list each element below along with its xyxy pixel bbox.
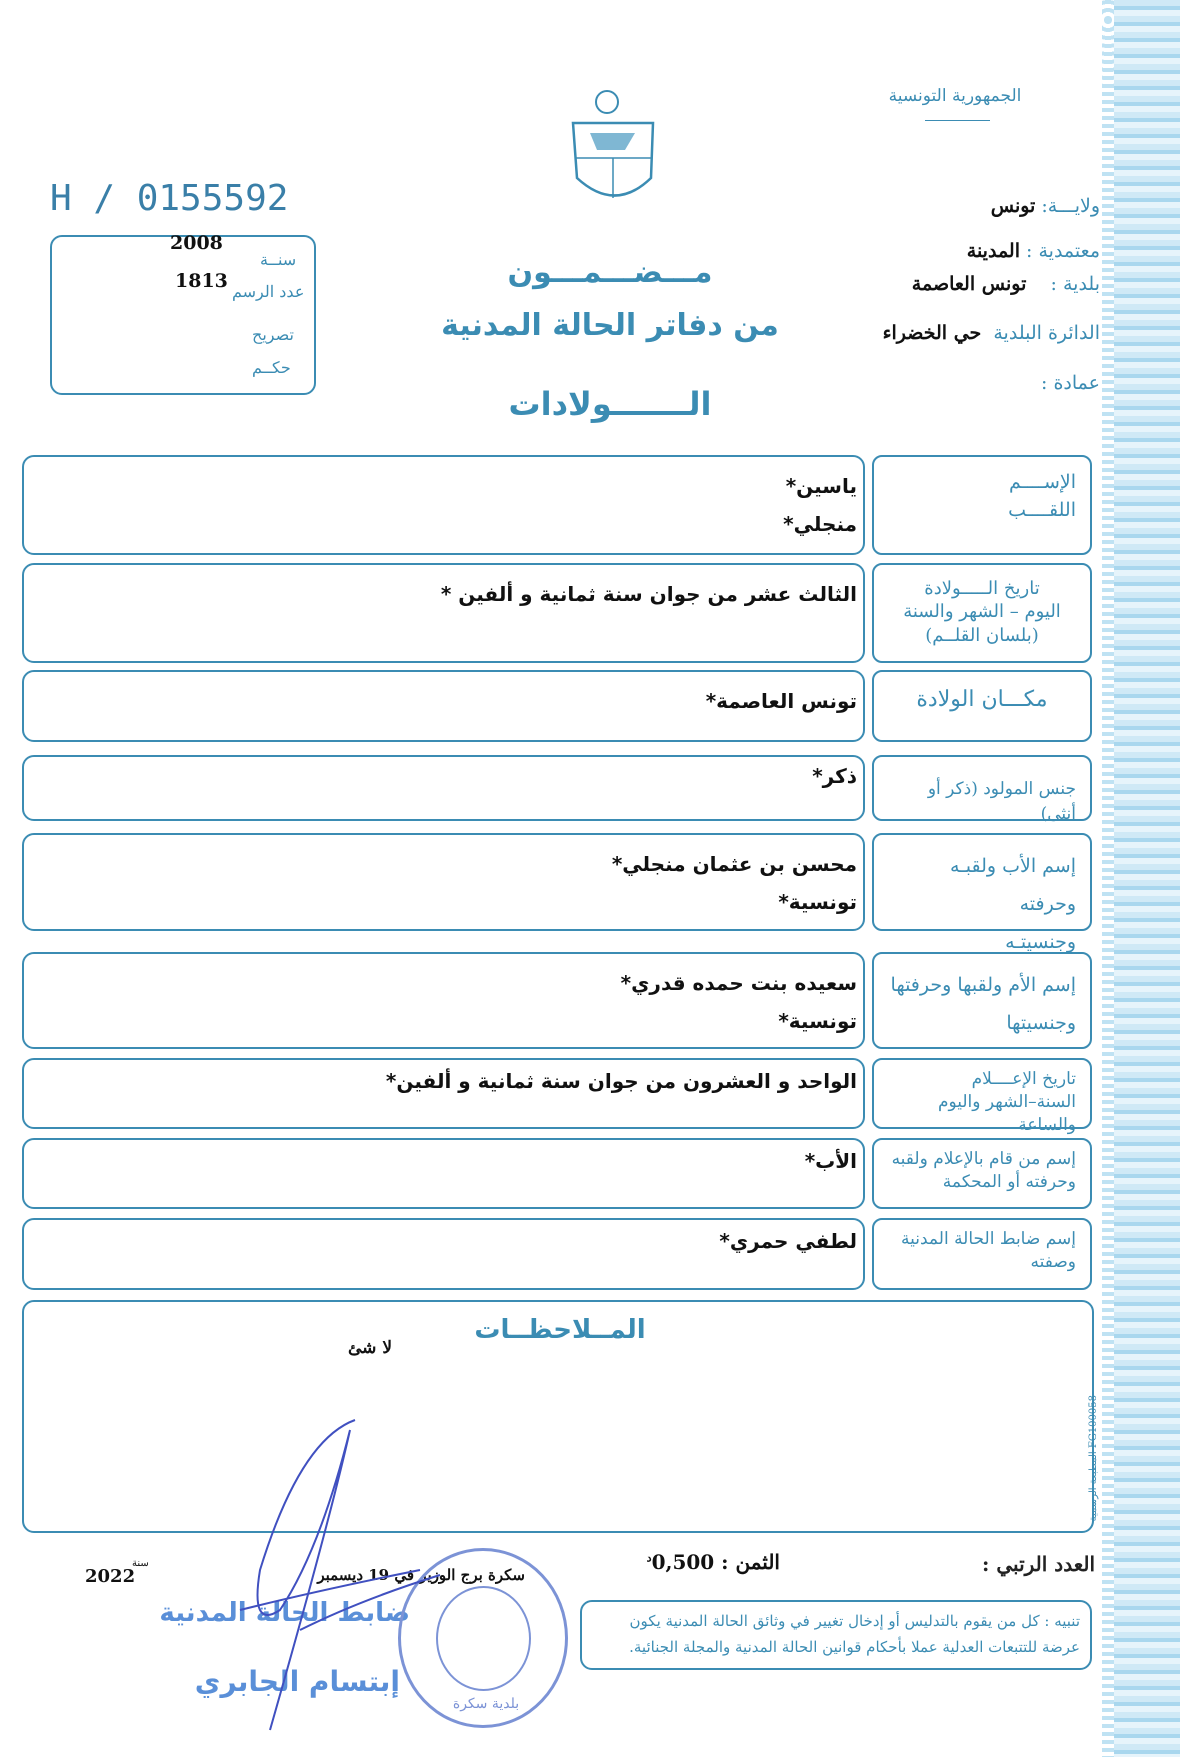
divider [925, 120, 990, 121]
year-label: سنة [132, 1558, 149, 1569]
value-declarant: الأب* [22, 1138, 865, 1209]
value-declaration-date: الواحد و العشرون من جوان سنة ثمانية و ألفين* [22, 1058, 865, 1129]
remarks-title: المــلاحظــات [474, 1315, 646, 1345]
district-value: حي الخضراء [882, 322, 982, 344]
seal-text: بلدية سكرة [452, 1696, 520, 1712]
title-registers: من دفاتر الحالة المدنية [441, 308, 779, 343]
declaration-label: تصريح [252, 325, 294, 344]
judgment-label: حكــم [252, 358, 291, 377]
serial-order-label: العدد الرتبي : [982, 1552, 1095, 1576]
omda-label: عمادة : [1041, 372, 1100, 394]
wilaya-line [700, 195, 1100, 217]
printer-mark: المطبعة الرسمية FG100058 [1088, 1395, 1099, 1522]
republic-heading: الجمهورية التونسية [888, 86, 1022, 106]
security-border [1108, 0, 1180, 1757]
registry-number: 1813 [175, 270, 228, 292]
label-name: الإســــم اللقــــب [872, 455, 1092, 555]
value-father: محسن بن عثمان منجلي* تونسية* [22, 833, 865, 931]
value-officer: لطفي حمري* [22, 1218, 865, 1290]
place-date: سكرة برج الوزير في 19 ديسمبر [317, 1566, 525, 1584]
legal-warning: تنبيه : كل من يقوم بالتدليس أو إدخال تغيير في وثائق الحالة المدنية يكون عرضة للتتبعات العدلية عملا بأحكام قوانين الحالة المدنية والمجلة الجنائية. [629, 1612, 1080, 1657]
municipality-label: بلدية : [1050, 273, 1100, 295]
wilaya-label: ولايـــة: [1041, 195, 1100, 217]
title-summary: مـــضـــمـــون [507, 255, 713, 290]
label-birth-place: مكـــان الولادة [872, 670, 1092, 742]
price-line [600, 1550, 780, 1574]
registry-year: 2008 [170, 232, 223, 254]
municipality-line [700, 273, 1100, 295]
value-birth-place: تونس العاصمة* [22, 670, 865, 742]
label-father: إسم الأب ولقبـه وحرفته وجنسيتـه [872, 833, 1092, 931]
delegation-value: المدينة [966, 240, 1020, 262]
remarks-value: لا شئ [347, 1338, 393, 1358]
officer-name-stamp: إبتسام الجابري [194, 1665, 400, 1698]
municipality-value: تونس العاصمة [911, 273, 1027, 295]
wilaya-value: تونس [990, 195, 1036, 217]
value-sex: ذكر* [22, 755, 865, 821]
officer-title-stamp: ضابط الحالة المدنية [159, 1598, 410, 1628]
coat-of-arms-icon [565, 88, 665, 218]
label-mother: إسم الأم ولقبها وحرفتها وجنسيتها [872, 952, 1092, 1049]
price-label: الثمن : [721, 1550, 780, 1574]
value-birth-date: الثالث عشر من جوان سنة ثمانية و ألفين * [22, 563, 865, 663]
title-births: الـــــــولادات [508, 385, 712, 423]
delegation-line [700, 240, 1100, 262]
district-label: الدائرة البلدية [993, 322, 1100, 344]
label-declarant: إسم من قام بالإعلام ولقبه وحرفته أو المحكمة [872, 1138, 1092, 1209]
signature [180, 1400, 600, 1740]
registry-number-label: عدد الرسم [232, 282, 305, 301]
label-sex: جنس المولود (ذكر أو أنثى) [872, 755, 1092, 821]
delegation-label: معتمدية : [1026, 240, 1100, 262]
registry-year-label: سنــة [260, 250, 297, 269]
serial-number: H / 0155592 [50, 178, 289, 219]
price-unit: د [646, 1551, 652, 1565]
price-value: 0,500 [651, 1550, 715, 1574]
label-officer: إسم ضابط الحالة المدنية وصفته [872, 1218, 1092, 1290]
issue-year: 2022 [85, 1566, 136, 1587]
label-birth-date: تاريخ الـــــولادة اليوم – الشهر والسنة (بلسان القلــم) [872, 563, 1092, 663]
value-mother: سعيده بنت حمده قدري* تونسية* [22, 952, 865, 1049]
label-declaration-date: تاريخ الإعــــلام السنة–الشهر واليوم والساعة [872, 1058, 1092, 1129]
value-name: ياسين* منجلي* [22, 455, 865, 555]
